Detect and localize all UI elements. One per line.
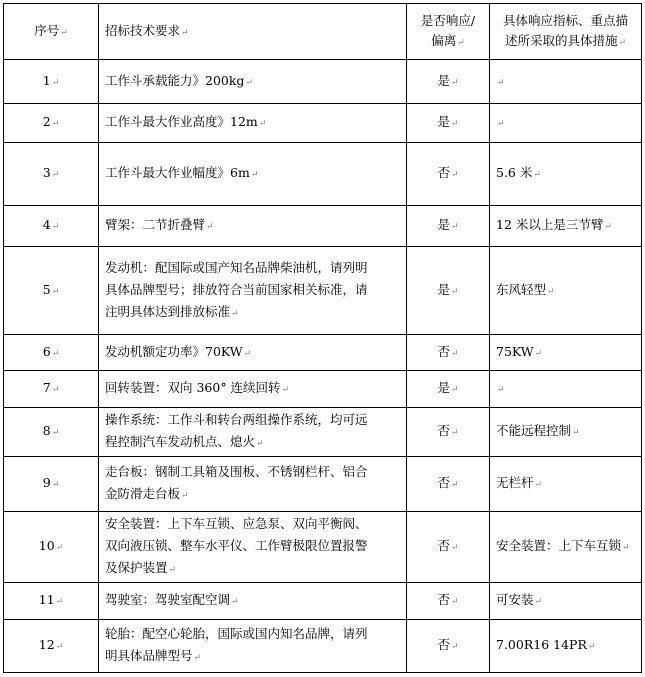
table-row	[4, 247, 642, 335]
requirement-cell: 回转装置：双向 360° 连续回转↵	[99, 371, 407, 408]
response-cell: 否↵	[407, 408, 490, 457]
spec-table	[3, 3, 642, 673]
row-number: 7↵	[4, 371, 99, 408]
requirement-cell: 发动机：配国际或国产知名品牌柴油机，请列明 具体品牌型号；排放符合当前国家相关标准，请 注明具体达到排放标准↵	[99, 247, 407, 335]
requirement-cell: 发动机额定功率》70KW↵	[99, 335, 407, 371]
measure-cell: 东风轻型↵	[490, 247, 642, 335]
response-cell: 否↵	[407, 512, 490, 583]
requirement-cell: 操作系统：工作斗和转台两组操作系统，均可远 程控制汽车发动机点、熄火↵	[99, 408, 407, 457]
row-number: 10↵	[4, 512, 99, 583]
requirement-cell: 走台板：钢制工具箱及围板、不锈钢栏杆、铝合 金防滑走台板↵	[99, 457, 407, 512]
measure-cell: 5.6 米↵	[490, 143, 642, 206]
table-row	[4, 457, 642, 512]
requirement-cell: 工作斗最大作业幅度》6m↵	[99, 143, 407, 206]
response-cell: 是↵	[407, 371, 490, 408]
measure-cell: 75KW↵	[490, 335, 642, 371]
requirement-cell: 驾驶室：驾驶室配空调↵	[99, 583, 407, 620]
requirement-cell: 轮胎：配空心轮胎，国际或国内知名品牌，请列 明具体品牌型号↵	[99, 620, 407, 673]
row-number: 1↵	[4, 60, 99, 104]
header-no: 序号↵	[4, 4, 99, 60]
measure-cell: 12 米以上是三节臂↵	[490, 206, 642, 247]
table-row	[4, 143, 642, 206]
header-measures: 具体响应指标、重点描 述所采取的具体措施↵	[490, 4, 642, 60]
row-number: 9↵	[4, 457, 99, 512]
row-number: 11↵	[4, 583, 99, 620]
header-requirement: 招标技术要求↵	[99, 4, 407, 60]
response-cell: 否↵	[407, 143, 490, 206]
row-number: 2↵	[4, 104, 99, 143]
response-cell: 否↵	[407, 620, 490, 673]
measure-cell: ↵	[490, 371, 642, 408]
row-number: 3↵	[4, 143, 99, 206]
row-number: 8↵	[4, 408, 99, 457]
requirement-cell: 安全装置：上下车互锁、应急泵、双向平衡阀、 双向液压锁、整车水平仪、工作臂极限位置报警 及保护装置↵	[99, 512, 407, 583]
table-row	[4, 620, 642, 673]
measure-cell: 安全装置：上下车互锁↵	[490, 512, 642, 583]
table-row	[4, 206, 642, 247]
table-row	[4, 371, 642, 408]
response-cell: 是↵	[407, 60, 490, 104]
measure-cell: 可安装↵	[490, 583, 642, 620]
measure-cell: 不能远程控制↵	[490, 408, 642, 457]
requirement-cell: 工作斗最大作业高度》12m↵	[99, 104, 407, 143]
table-row	[4, 408, 642, 457]
measure-cell: 无栏杆↵	[490, 457, 642, 512]
response-cell: 否↵	[407, 583, 490, 620]
row-number: 12↵	[4, 620, 99, 673]
table-row	[4, 104, 642, 143]
header-response: 是否响应/ 偏离↵	[407, 4, 490, 60]
table-row	[4, 335, 642, 371]
response-cell: 是↵	[407, 247, 490, 335]
table-row	[4, 583, 642, 620]
response-cell: 否↵	[407, 335, 490, 371]
table-row	[4, 60, 642, 104]
response-cell: 是↵	[407, 104, 490, 143]
measure-cell: ↵	[490, 104, 642, 143]
measure-cell: ↵	[490, 60, 642, 104]
requirement-cell: 臂架：二节折叠臂↵	[99, 206, 407, 247]
row-number: 4↵	[4, 206, 99, 247]
header-row	[4, 4, 642, 60]
requirement-cell: 工作斗承载能力》200kg↵	[99, 60, 407, 104]
response-cell: 是↵	[407, 206, 490, 247]
response-cell: 否↵	[407, 457, 490, 512]
table-row	[4, 512, 642, 583]
measure-cell: 7.00R16 14PR↵	[490, 620, 642, 673]
row-number: 6↵	[4, 335, 99, 371]
row-number: 5↵	[4, 247, 99, 335]
